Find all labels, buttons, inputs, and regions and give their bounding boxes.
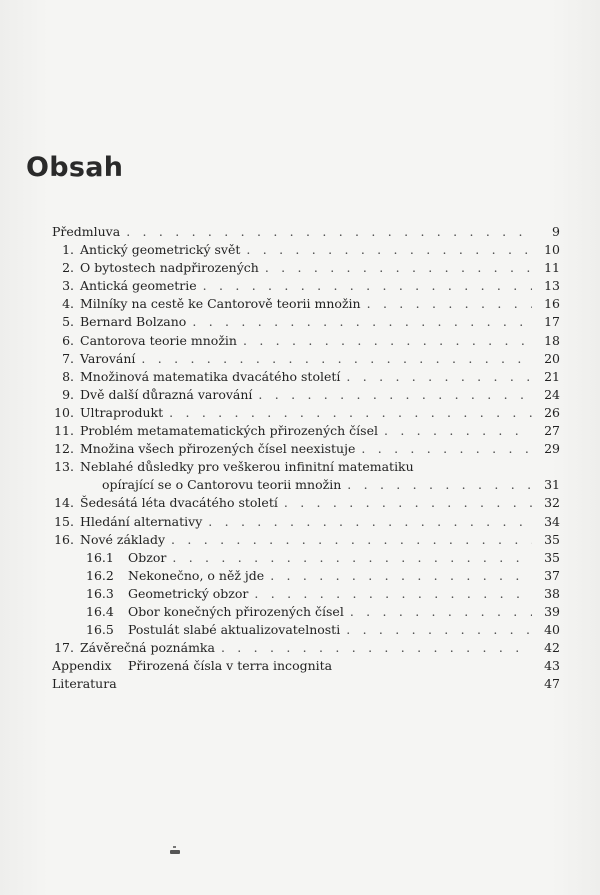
toc-entry-page: 11 — [544, 260, 560, 276]
toc-entry[interactable] — [52, 313, 560, 331]
toc-entry-title: Antický geometrický svět — [80, 242, 241, 258]
toc-entry-title: Dvě další důrazná varování — [80, 386, 253, 402]
toc-leader-dots — [243, 332, 532, 350]
toc-entry-number: 13. — [54, 459, 74, 475]
toc-leader-dots — [126, 223, 532, 241]
toc-entry-title: Množinová matematika dvacátého století — [80, 368, 341, 384]
toc-leader-dots — [141, 350, 532, 368]
toc-entry[interactable] — [52, 549, 560, 567]
toc-entry-title: Bernard Bolzano — [80, 314, 187, 330]
toc-entry-number: 16.4 — [86, 603, 114, 619]
toc-entry[interactable] — [52, 277, 560, 295]
toc-entry-page: 32 — [544, 495, 560, 511]
ink-speck — [173, 846, 176, 848]
toc-entry-title: Antická geometrie — [80, 278, 197, 294]
toc-entry[interactable] — [52, 386, 560, 404]
toc-entry-number: 3. — [62, 278, 74, 294]
toc-entry-number: 11. — [54, 423, 74, 439]
toc-entry-number: Appendix — [52, 658, 112, 674]
page-title: Obsah — [26, 152, 124, 183]
toc-leader-dots — [258, 386, 532, 404]
toc-entry-page: 26 — [544, 404, 560, 420]
toc-leader-dots — [346, 621, 532, 639]
toc-entry-page: 17 — [544, 314, 560, 330]
toc-entry[interactable] — [52, 531, 560, 549]
toc-entry[interactable] — [52, 585, 560, 603]
toc-entry[interactable] — [52, 639, 560, 657]
toc-entry-number: 7. — [62, 350, 74, 366]
toc-entry-title: Postulát slabé aktualizovatelnosti — [128, 622, 341, 638]
toc-leader-dots — [203, 277, 532, 295]
toc-entry-number: 10. — [54, 404, 74, 420]
toc-entry-number: 16.5 — [86, 622, 114, 638]
toc-entry[interactable] — [52, 422, 560, 440]
toc-entry-title: Hledání alternativy — [80, 513, 203, 529]
toc-leader-dots — [347, 476, 532, 494]
toc-entry-title: Šedesátá léta dvacátého století — [80, 495, 278, 511]
toc-entry-title: Závěrečná poznámka — [80, 640, 215, 656]
toc-entry-title: Cantorova teorie množin — [80, 332, 237, 348]
toc-entry-title: Literatura — [52, 676, 117, 692]
toc-entry-page: 38 — [544, 585, 560, 601]
toc-entry-title: Nekonečno, o něž jde — [128, 567, 265, 583]
toc-entry-page: 37 — [544, 567, 560, 583]
toc-leader-dots — [361, 440, 532, 458]
toc-entry-title: Problém metamatematických přirozených čísel — [80, 423, 378, 439]
toc-entry-page: 29 — [544, 441, 560, 457]
toc-leader-dots — [169, 404, 532, 422]
toc-entry-page: 18 — [544, 332, 560, 348]
toc-entry-page: 13 — [544, 278, 560, 294]
toc-entry[interactable] — [52, 513, 560, 531]
toc-leader-dots — [192, 313, 532, 331]
toc-entry[interactable] — [52, 241, 560, 259]
toc-leader-dots — [346, 368, 532, 386]
toc-entry-title: Předmluva — [52, 224, 121, 239]
toc-leader-dots — [265, 259, 532, 277]
toc-entry-title: Neblahé důsledky pro veškerou infinitní matematiku — [80, 459, 414, 475]
toc-entry-number: 5. — [62, 314, 74, 330]
toc-entry-page: 10 — [544, 242, 560, 258]
toc-entry-title: Obor konečných přirozených čísel — [128, 603, 344, 619]
toc-entry-page: 24 — [544, 386, 560, 402]
toc-entry-number: 8. — [62, 368, 74, 384]
toc-entry[interactable] — [52, 621, 560, 639]
toc-entry-number: 16.1 — [86, 549, 114, 565]
toc-entry[interactable] — [52, 440, 560, 458]
toc-entry-number: 12. — [54, 441, 74, 457]
toc-entry-title: O bytostech nadpřirozených — [80, 260, 259, 276]
toc-entry-number: 16. — [54, 531, 74, 547]
toc-entry-continuation[interactable] — [52, 476, 560, 494]
toc-entry[interactable] — [52, 494, 560, 512]
toc-entry-title: Obzor — [128, 549, 167, 565]
toc-entry-number: 4. — [62, 296, 74, 312]
toc-entry-number: 15. — [54, 513, 74, 529]
toc-leader-dots — [384, 422, 532, 440]
toc-entry-page: 35 — [544, 549, 560, 565]
ink-smudge — [170, 850, 180, 854]
toc-entry-page: 35 — [544, 531, 560, 547]
toc-leader-dots — [367, 295, 532, 313]
toc-entry-number: 16.2 — [86, 567, 114, 583]
toc-leader-dots — [350, 603, 532, 621]
toc-entry-page: 43 — [544, 658, 560, 674]
toc-entry-page: 42 — [544, 640, 560, 656]
toc-entry[interactable] — [52, 368, 560, 386]
toc-entry-page: 31 — [544, 477, 560, 493]
toc-leader-dots — [254, 585, 532, 603]
toc-entry[interactable] — [52, 567, 560, 585]
toc-entry[interactable] — [52, 657, 560, 675]
toc-entry-title: Geometrický obzor — [128, 585, 249, 601]
toc-entry-title: Milníky na cestě ke Cantorově teorii množin — [80, 296, 361, 312]
toc-entry-page: 40 — [544, 622, 560, 638]
toc-entry-number: 14. — [54, 495, 74, 511]
toc-entry[interactable] — [52, 675, 560, 693]
toc-entry-number: 2. — [62, 260, 74, 276]
toc-entry-page: 39 — [544, 603, 560, 619]
toc-entry-page: 9 — [552, 224, 560, 239]
toc-entry-page: 34 — [544, 513, 560, 529]
toc-entry-page: 21 — [544, 368, 560, 384]
toc-entry[interactable] — [52, 259, 560, 277]
toc-entry-number: 9. — [62, 386, 74, 402]
toc-entry-number: 6. — [62, 332, 74, 348]
toc-entry-number: 1. — [62, 242, 74, 258]
toc-leader-dots — [270, 567, 532, 585]
toc-entry-page: 47 — [544, 676, 560, 692]
table-of-contents — [52, 223, 560, 693]
toc-entry[interactable] — [52, 295, 560, 313]
toc-entry-number: 17. — [54, 640, 74, 656]
toc-entry-page: 27 — [544, 423, 560, 439]
toc-entry-title: Přirozená čísla v terra incognita — [128, 658, 333, 674]
toc-entry[interactable] — [52, 350, 560, 368]
toc-leader-dots — [284, 494, 532, 512]
toc-leader-dots — [221, 639, 532, 657]
toc-entry-title-continued: opírající se o Cantorovu teorii množin — [102, 477, 342, 493]
toc-leader-dots — [172, 549, 532, 567]
toc-entry[interactable] — [52, 458, 560, 476]
toc-entry[interactable] — [52, 332, 560, 350]
toc-entry-page: 20 — [544, 350, 560, 366]
toc-leader-dots — [171, 531, 532, 549]
toc-entry[interactable] — [52, 603, 560, 621]
toc-entry-page: 16 — [544, 296, 560, 312]
toc-entry[interactable] — [52, 223, 560, 241]
toc-entry-title: Ultraprodukt — [80, 404, 164, 420]
toc-leader-dots — [246, 241, 532, 259]
toc-entry[interactable] — [52, 404, 560, 422]
toc-entry-number: 16.3 — [86, 585, 114, 601]
toc-entry-title: Nové základy — [80, 531, 166, 547]
toc-entry-title: Varování — [80, 350, 136, 366]
toc-leader-dots — [208, 513, 532, 531]
toc-entry-title: Množina všech přirozených čísel neexistuje — [80, 441, 356, 457]
